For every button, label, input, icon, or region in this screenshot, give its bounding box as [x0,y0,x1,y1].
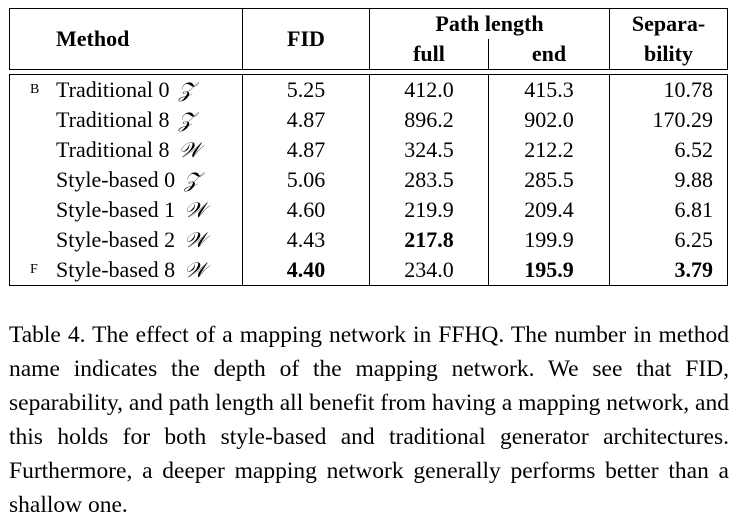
separability-cell: 170.29 [610,105,728,135]
row-marker: F [30,262,38,277]
header-method: Method [10,9,243,70]
row-marker: B [30,82,40,97]
latent-space-symbol: 𝒵 [178,108,195,132]
method-cell [10,165,243,195]
path-end-cell: 415.3 [489,75,610,106]
table-caption: Table 4. The effect of a mapping network in FFHQ. The number in method name indicates the depth of the mapping network. We see that FID, separability, and path length all benefit from having a mapping network, and this holds for both style-based and traditional generator architectures. Furthermore, a deeper mapping network generally performs better than a shallow one. [9,322,729,518]
header-fid: FID [243,9,370,70]
path-end-cell: 212.2 [489,135,610,165]
method-cell [10,135,243,165]
path-full-cell: 324.5 [370,135,489,165]
table-row [10,105,728,135]
fid-cell: 4.87 [243,105,370,135]
path-full-cell: 217.8 [370,225,489,255]
path-full-cell: 234.0 [370,255,489,286]
path-full-cell: 283.5 [370,165,489,195]
fid-cell: 4.87 [243,135,370,165]
method-name: Style-based 0 [56,167,176,192]
method-cell [10,225,243,255]
path-end-cell: 209.4 [489,195,610,225]
fid-cell: 5.06 [243,165,370,195]
method-name: Style-based 2 [56,227,176,252]
separability-cell: 10.78 [610,75,728,106]
separability-cell: 6.25 [610,225,728,255]
path-end-cell: 195.9 [489,255,610,286]
method-name: Traditional 8 [56,137,170,162]
latent-space-symbol: 𝒲 [184,228,207,252]
method-name: Style-based 1 [56,197,176,222]
latent-space-symbol: 𝒵 [178,78,195,102]
method-cell [10,255,243,286]
header-separability-line1: Separa- [610,9,728,40]
path-end-cell: 199.9 [489,225,610,255]
path-full-cell: 412.0 [370,75,489,106]
method-name: Style-based 8 [56,257,176,282]
table-row [10,225,728,255]
results-table [9,8,728,286]
table-row [10,75,728,106]
latent-space-symbol: 𝒵 [184,168,201,192]
method-name: Traditional 0 [56,77,170,102]
table-row [10,135,728,165]
table-body [10,75,728,286]
latent-space-symbol: 𝒲 [184,258,207,282]
separability-cell: 9.88 [610,165,728,195]
table-row [10,195,728,225]
results-table-container [9,8,727,286]
path-end-cell: 285.5 [489,165,610,195]
header-separability-line2: bility [610,39,728,70]
fid-cell: 5.25 [243,75,370,106]
header-full: full [370,39,489,70]
latent-space-symbol: 𝒲 [178,138,201,162]
fid-cell: 4.43 [243,225,370,255]
method-name: Traditional 8 [56,107,170,132]
fid-cell: 4.40 [243,255,370,286]
path-end-cell: 902.0 [489,105,610,135]
method-cell [10,195,243,225]
separability-cell: 6.52 [610,135,728,165]
separability-cell: 3.79 [610,255,728,286]
method-cell [10,105,243,135]
table-row [10,165,728,195]
header-path-length: Path length [370,9,610,40]
path-full-cell: 896.2 [370,105,489,135]
latent-space-symbol: 𝒲 [184,198,207,222]
table-row [10,255,728,286]
header-end: end [489,39,610,70]
separability-cell: 6.81 [610,195,728,225]
method-cell [10,75,243,106]
fid-cell: 4.60 [243,195,370,225]
path-full-cell: 219.9 [370,195,489,225]
